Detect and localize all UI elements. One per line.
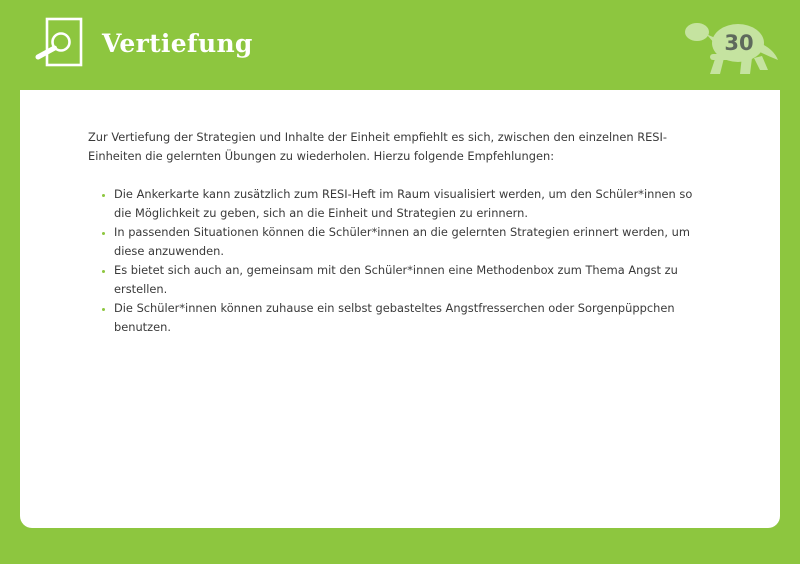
list-item [88,185,708,223]
header [0,0,800,90]
content-body [88,128,708,337]
recommendation-list [88,185,708,337]
bullet-icon [102,232,105,235]
list-item [88,261,708,299]
page-title: Vertiefung [102,29,253,58]
intro-paragraph: Zur Vertiefung der Strategien und Inhalte der Einheit empfiehlt es sich, zwischen den einzelnen RESI-Einheiten die gelernten Übungen zu wiederholen. Hierzu folgende Empfehlungen: [88,130,668,163]
bullet-icon [102,270,105,273]
document-magnifier-icon [34,17,84,69]
bullet-icon [102,194,105,197]
list-item [88,299,708,337]
list-item-text: In passenden Situationen können die Schüler*innen an die gelernten Strategien erinnert werden, um diese anzuwenden. [114,225,690,258]
list-item-text: Die Ankerkarte kann zusätzlich zum RESI-Heft im Raum visualisiert werden, um den Schüler*innen so die Möglichkeit zu geben, sich an die Einheit und Strategien zu erinnern. [114,187,693,220]
content-card [20,90,780,528]
bullet-icon [102,308,105,311]
list-item-text: Die Schüler*innen können zuhause ein selbst gebasteltes Angstfresserchen oder Sorgenpüppchen benutzen. [114,301,675,334]
list-item [88,223,708,261]
list-item-text: Es bietet sich auch an, gemeinsam mit den Schüler*innen eine Methodenbox zum Thema Angst zu erstellen. [114,263,678,296]
page-number: 30 [724,31,754,55]
